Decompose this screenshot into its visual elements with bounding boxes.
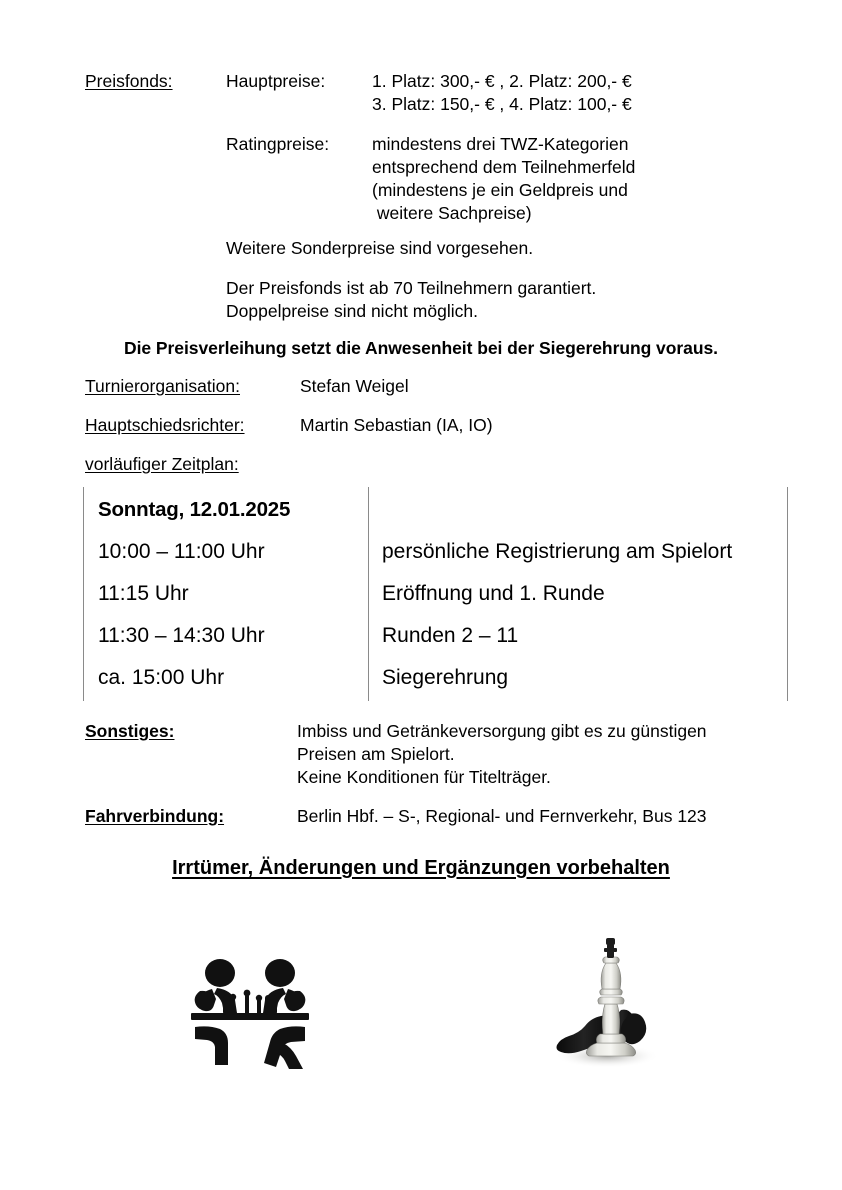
schedule-desc: Siegerehrung <box>382 666 509 689</box>
chess-players-pictogram <box>179 951 321 1069</box>
table-row <box>83 657 788 699</box>
schedule-time: 10:00 – 11:00 Uhr <box>98 540 265 563</box>
schedule-day-label: Sonntag, 12.01.2025 <box>98 498 291 521</box>
tournament-organisation-value: Stefan Weigel <box>300 376 409 396</box>
schedule-desc: Eröffnung und 1. Runde <box>382 582 605 605</box>
travel-label: Fahrverbindung: <box>85 806 225 826</box>
schedule-heading: vorläufiger Zeitplan: <box>85 454 239 474</box>
main-prizes-label: Hauptpreise: <box>226 71 326 91</box>
schedule-time: ca. 15:00 Uhr <box>98 666 225 689</box>
prize-note-guarantee: Der Preisfonds ist ab 70 Teilnehmern garantiert. <box>226 278 597 298</box>
misc-line-1: Imbiss und Getränkeversorgung gibt es zu günstigen <box>297 721 707 741</box>
schedule-desc: persönliche Registrierung am Spielort <box>382 540 733 563</box>
table-row <box>83 615 788 657</box>
chief-arbiter-value: Martin Sebastian (IA, IO) <box>300 415 493 435</box>
table-row <box>83 573 788 615</box>
award-attendance-notice: Die Preisverleihung setzt die Anwesenheit bei der Siegerehrung voraus. <box>124 338 718 358</box>
prize-note-no-double: Doppelpreise sind nicht möglich. <box>226 301 478 321</box>
misc-line-2: Preisen am Spielort. <box>297 744 455 764</box>
travel-value: Berlin Hbf. – S-, Regional- und Fernverkehr, Bus 123 <box>297 806 707 826</box>
misc-label: Sonstiges: <box>85 721 175 741</box>
schedule-table <box>83 487 788 701</box>
rating-prizes-label: Ratingpreise: <box>226 134 330 154</box>
schedule-desc: Runden 2 – 11 <box>382 624 519 647</box>
rating-prizes-line-1: mindestens drei TWZ-Kategorien <box>372 134 629 154</box>
rating-prizes-line-2: entsprechend dem Teilnehmerfeld <box>372 157 636 177</box>
prize-note-special: Weitere Sonderpreise sind vorgesehen. <box>226 238 534 258</box>
chess-king-photo <box>551 932 671 1076</box>
misc-line-3: Keine Konditionen für Titelträger. <box>297 767 551 787</box>
disclaimer <box>0 857 842 880</box>
chief-arbiter-label: Hauptschiedsrichter: <box>85 415 245 435</box>
disclaimer-text: Irrtümer, Änderungen und Ergänzungen vorbehalten <box>172 857 670 879</box>
schedule-time: 11:15 Uhr <box>98 582 189 605</box>
prize-fund-label: Preisfonds: <box>85 71 173 91</box>
tournament-organisation-label: Turnierorganisation: <box>85 376 240 396</box>
table-row <box>83 531 788 573</box>
schedule-time: 11:30 – 14:30 Uhr <box>98 624 265 647</box>
main-prizes-line-2: 3. Platz: 150,- € , 4. Platz: 100,- € <box>372 94 632 114</box>
rating-prizes-line-4: weitere Sachpreise) <box>372 203 532 223</box>
table-row-day <box>83 489 788 531</box>
rating-prizes-line-3: (mindestens je ein Geldpreis und <box>372 180 628 200</box>
main-prizes-line-1: 1. Platz: 300,- € , 2. Platz: 200,- € <box>372 71 632 91</box>
